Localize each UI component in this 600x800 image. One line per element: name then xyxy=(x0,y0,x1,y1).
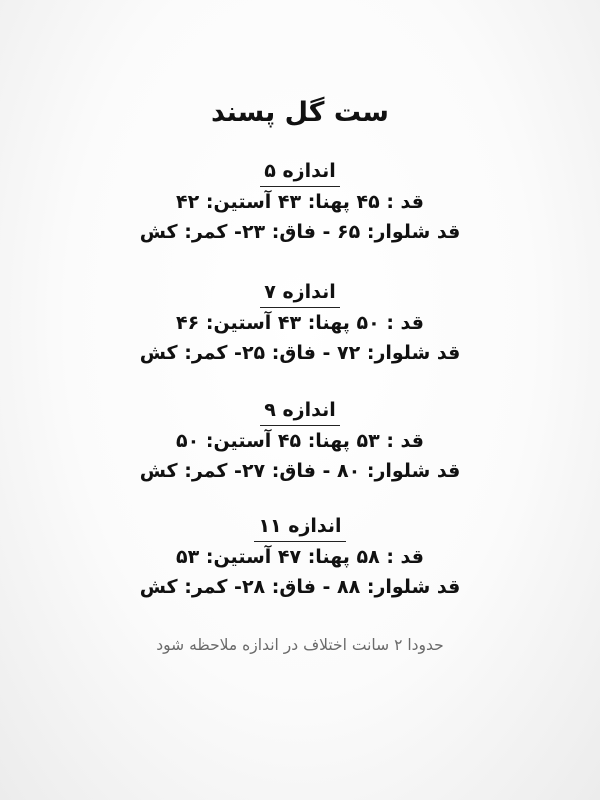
pants-measurements: قد شلوار: ۷۲ - فاق: ۲۵- کمر: کش xyxy=(139,342,461,364)
size-heading: اندازه ۹ xyxy=(260,396,340,426)
top-measurements: قد : ۵۸ پهنا: ۴۷ آستین: ۵۳ xyxy=(176,546,424,568)
pants-measurements: قد شلوار: ۶۵ - فاق: ۲۳- کمر: کش xyxy=(139,221,461,243)
size-heading: اندازه ۵ xyxy=(260,157,340,187)
size-difference-note: حدودا ۲ سانت اختلاف در اندازه ملاحظه شود xyxy=(156,636,444,654)
top-measurements: قد : ۴۵ پهنا: ۴۳ آستین: ۴۲ xyxy=(176,191,424,213)
size-section xyxy=(0,512,600,602)
size-section xyxy=(0,396,600,486)
size-section xyxy=(0,157,600,247)
pants-measurements: قد شلوار: ۸۸ - فاق: ۲۸- کمر: کش xyxy=(139,576,461,598)
page-title: ست گل پسند xyxy=(211,97,389,128)
size-section xyxy=(0,278,600,368)
pants-measurements: قد شلوار: ۸۰ - فاق: ۲۷- کمر: کش xyxy=(139,460,461,482)
size-heading: اندازه ۱۱ xyxy=(254,512,345,542)
top-measurements: قد : ۵۰ پهنا: ۴۳ آستین: ۴۶ xyxy=(176,312,424,334)
top-measurements: قد : ۵۳ پهنا: ۴۵ آستین: ۵۰ xyxy=(176,430,424,452)
size-heading: اندازه ۷ xyxy=(260,278,340,308)
